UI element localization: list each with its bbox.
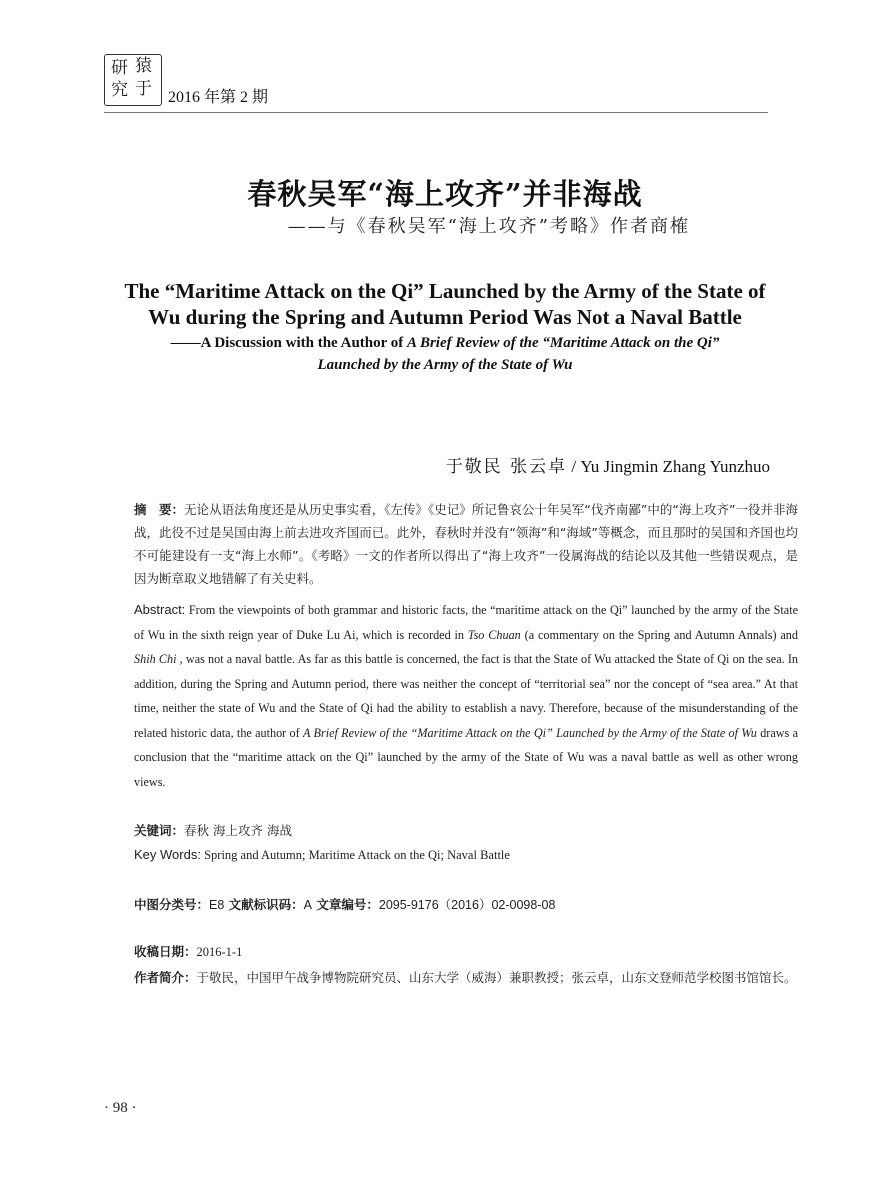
keywords-en-text: Spring and Autumn; Maritime Attack on the Qi; Naval Battle [200,848,510,862]
subtitle-prefix: ——A Discussion with the Author of [170,335,408,351]
logo-char: 于 [135,79,152,99]
logo-char: 猿 [135,56,152,76]
doc-code-label: 文献标识码： [224,897,304,912]
abstract-en-text: , was not a naval battle. As far as this battle is concerned, the fact is that the State of Wu attacked the State of Qi on the sea. In addition, during the Spring and Autumn period, there was neither the concept of “territorial sea” nor the concept of “sea area.” At that time, neither the state of Wu and the State of Qi had the ability to establish a navy. Therefore, because of the misunderstanding of the related historic data, the author of [134,652,798,740]
bio-label: 作者简介： [134,970,197,985]
received-label: 收稿日期： [134,944,197,959]
received-date [104,942,798,960]
classification-line [104,895,798,913]
author-bio [104,966,798,990]
article-number-value: 2095-9176（2016）02-0098-08 [378,898,556,912]
abstract-en-text: (a commentary on the Spring and Autumn Annals) and [520,627,798,642]
abstract-chinese [104,498,798,590]
journal-header [104,54,768,114]
subtitle-english-line [60,354,830,376]
bio-text: 于敬民，中国甲午战争博物院研究员、山东大学（威海）兼职教授；张云卓，山东文登师范学校图书馆馆长。 [196,970,797,985]
doc-code-value: A [303,898,313,912]
subtitle-english [60,332,830,376]
authors-chinese: 于敬民 张云卓 [445,457,568,477]
abstract-en-italic: Tso Chuan [467,627,521,642]
subtitle-chinese: ——与《春秋吴军“海上攻齐”考略》作者商榷 [287,216,690,237]
subtitle-italic: Launched by the Army of the State of Wu [317,357,573,373]
page-number: · 98 · [104,1100,137,1116]
clc-value: E8 [209,898,225,912]
subtitle-english-line [60,332,830,354]
clc-label: 中图分类号： [134,897,210,912]
title-english [60,278,830,330]
author-line [446,452,770,477]
logo-char: 研 [111,58,128,78]
keywords-english [104,847,798,863]
keywords-en-label: Key Words: [134,847,201,862]
abstract-cn-text: 无论从语法角度还是从历史事实看，《左传》《史记》所记鲁哀公十年吴军“伐齐南鄙”中的“海上攻齐”一役并非海战，此役不过是吴国由海上前去进攻齐国而已。此外，春秋时并没有“领海”和“海域”等概念，而且那时的吴国和齐国也均不可能建设有一支“海上水师”。《考略》一文的作者所以得出了“海上攻齐”一役属海战的结论以及其他一些错误观点，是因为断章取义地错解了有关史料。 [134,502,798,586]
received-value: 2016-1-1 [196,945,243,959]
keywords-cn-label: 关键词： [134,823,185,838]
abstract-english [104,598,798,794]
abstract-en-text: draws a conclusion that the “maritime attack on the Qi” launched by the army of the State of Wu was a naval battle as well as other wrong views. [134,725,799,789]
issue-label: 2016 年第 2 期 [168,89,269,106]
abstract-en-italic: A Brief Review of the “Maritime Attack on the Qi” Launched by the Army of the State of Wu [302,725,757,740]
title-english-line: The “Maritime Attack on the Qi” Launched by the Army of the State of [124,279,766,303]
subtitle-italic: A Brief Review of the “Maritime Attack on the Qi” [407,335,720,351]
author-separator: / [567,457,581,476]
header-rule [104,112,768,113]
authors-english: Yu Jingmin Zhang Yunzhuo [580,457,770,476]
article-number-label: 文章编号： [312,897,379,912]
title-chinese: 春秋吴军“海上攻齐”并非海战 [247,177,643,211]
abstract-en-italic: Shih Chi [134,652,177,666]
logo-char: 究 [111,80,128,100]
title-english-line: Wu during the Spring and Autumn Period Was Not a Naval Battle [148,305,742,329]
abstract-en-label: Abstract: [134,602,186,617]
keywords-cn-text: 春秋 海上攻齐 海战 [184,823,292,838]
abstract-en-text: From the viewpoints of both grammar and historic facts, the “maritime attack on the Qi” launched by the army of the State of Wu in the sixth reign year of Duke Lu Ai, which is recorded in [134,603,798,642]
abstract-cn-label: 摘 要： [134,502,185,517]
journal-logo [104,54,162,106]
keywords-chinese [104,821,798,839]
